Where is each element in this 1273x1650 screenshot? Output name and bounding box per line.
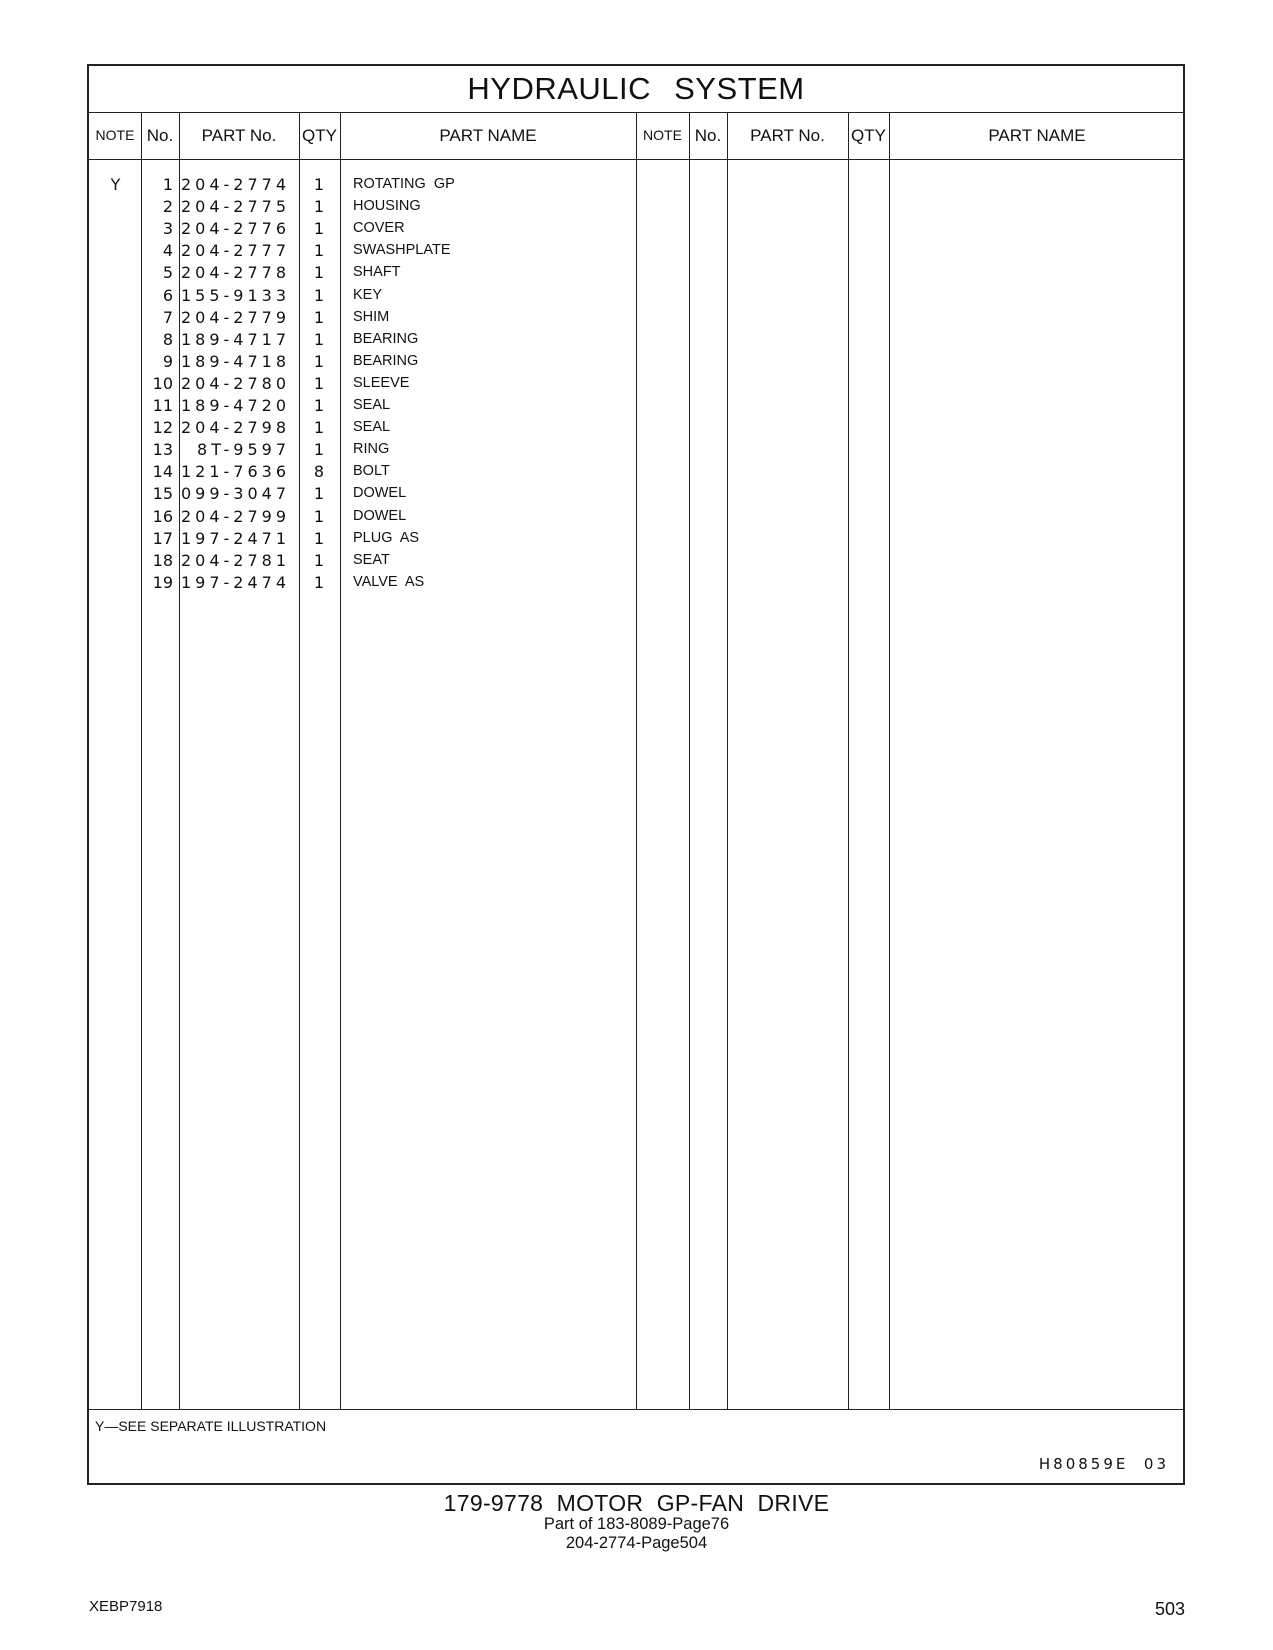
table-row bbox=[89, 306, 1183, 329]
table-row bbox=[89, 173, 1183, 196]
row-note bbox=[89, 350, 142, 373]
table-row bbox=[89, 394, 1183, 417]
row-part-name: DOWEL bbox=[353, 485, 407, 502]
row-number: 12 bbox=[152, 418, 173, 438]
row-note bbox=[89, 328, 142, 351]
row-qty: 1 bbox=[313, 175, 324, 194]
table-row bbox=[89, 438, 1183, 461]
caption-page-ref: 204-2774-Page504 bbox=[565, 1534, 708, 1552]
header-no-right: No. bbox=[694, 126, 722, 145]
table-row bbox=[89, 217, 1183, 240]
table-row bbox=[89, 505, 1183, 528]
row-part-name: BEARING bbox=[353, 352, 419, 369]
row-qty: 1 bbox=[313, 307, 324, 327]
row-qty: 1 bbox=[313, 396, 324, 415]
row-part-no: 204-2777 bbox=[180, 241, 290, 261]
header-part-no: PART No. bbox=[201, 126, 277, 145]
row-part-no: 204-2774 bbox=[180, 175, 290, 194]
row-number: 9 bbox=[162, 351, 173, 371]
row-number: 3 bbox=[162, 219, 173, 239]
row-number: 19 bbox=[152, 572, 173, 592]
page-caption bbox=[0, 1491, 1273, 1553]
table-row bbox=[89, 549, 1183, 572]
row-part-name: HOUSING bbox=[353, 198, 421, 215]
row-part-no: 204-2799 bbox=[180, 506, 290, 526]
row-number: 6 bbox=[162, 285, 173, 305]
row-qty: 1 bbox=[313, 329, 324, 349]
row-number: 17 bbox=[152, 528, 173, 548]
row-qty: 1 bbox=[313, 219, 324, 239]
row-note bbox=[89, 438, 142, 461]
row-note bbox=[89, 306, 142, 329]
row-qty: 1 bbox=[313, 528, 324, 548]
row-qty: 8 bbox=[313, 462, 324, 482]
row-part-name: ROTATING GP bbox=[353, 176, 455, 192]
row-number: 15 bbox=[152, 484, 173, 504]
reference-code: H80859E 03 bbox=[1038, 1455, 1169, 1473]
row-part-name: SLEEVE bbox=[353, 374, 410, 391]
row-note bbox=[89, 284, 142, 307]
table-row bbox=[89, 571, 1183, 594]
header-part-no-right: PART No. bbox=[750, 126, 825, 145]
row-number: 14 bbox=[152, 462, 173, 482]
row-number: 11 bbox=[152, 396, 173, 415]
page-number: 503 bbox=[1155, 1599, 1186, 1619]
row-qty: 1 bbox=[313, 572, 324, 592]
row-note bbox=[89, 195, 142, 218]
row-part-no: 204-2778 bbox=[180, 263, 290, 283]
row-part-no: 204-2780 bbox=[180, 373, 290, 393]
row-note bbox=[89, 416, 142, 439]
row-part-name: SEAL bbox=[353, 397, 391, 413]
row-number: 7 bbox=[162, 307, 173, 327]
parts-list-sheet bbox=[87, 64, 1185, 1485]
row-part-no: 189-4718 bbox=[180, 351, 290, 371]
row-number: 1 bbox=[162, 175, 173, 194]
row-note bbox=[89, 571, 142, 594]
row-part-no: 121-7636 bbox=[180, 462, 290, 482]
header-part-name-right: PART NAME bbox=[988, 126, 1086, 145]
header-qty-right: QTY bbox=[851, 126, 886, 145]
row-qty: 1 bbox=[313, 550, 324, 570]
caption-assembly: 179-9778 MOTOR GP-FAN DRIVE bbox=[443, 1490, 830, 1516]
row-part-name: RING bbox=[353, 441, 390, 458]
row-note bbox=[89, 217, 142, 240]
row-part-name: COVER bbox=[353, 220, 405, 237]
row-part-name: SEAT bbox=[353, 551, 390, 568]
row-part-no: 189-4720 bbox=[180, 396, 290, 415]
row-note bbox=[89, 261, 142, 284]
row-part-no: 155-9133 bbox=[180, 285, 290, 305]
header-note-right: NOTE bbox=[643, 127, 682, 143]
row-part-no: 204-2781 bbox=[180, 550, 290, 570]
header-qty: QTY bbox=[302, 126, 337, 145]
row-note bbox=[89, 372, 142, 395]
table-row bbox=[89, 195, 1183, 218]
row-part-name: BOLT bbox=[353, 463, 390, 480]
row-note: Y bbox=[110, 175, 121, 194]
row-qty: 1 bbox=[313, 263, 324, 283]
document-code: XEBP7918 bbox=[89, 1598, 163, 1615]
row-qty: 1 bbox=[313, 241, 324, 261]
row-part-no: 204-2779 bbox=[180, 307, 290, 327]
row-note bbox=[89, 505, 142, 528]
row-part-name: VALVE AS bbox=[353, 573, 425, 590]
row-qty: 1 bbox=[313, 440, 324, 460]
row-number: 16 bbox=[152, 506, 173, 526]
row-number: 10 bbox=[152, 373, 173, 393]
row-note bbox=[89, 394, 142, 417]
table-row bbox=[89, 460, 1183, 483]
row-number: 4 bbox=[162, 241, 173, 261]
table-row bbox=[89, 261, 1183, 284]
row-note bbox=[89, 239, 142, 262]
row-part-name: SHIM bbox=[353, 308, 390, 325]
table-row bbox=[89, 350, 1183, 373]
row-part-name: DOWEL bbox=[353, 507, 407, 524]
row-part-no: 197-2474 bbox=[180, 572, 290, 592]
row-number: 2 bbox=[162, 197, 173, 217]
table-row bbox=[89, 527, 1183, 550]
row-note bbox=[89, 549, 142, 572]
table-row bbox=[89, 284, 1183, 307]
row-qty: 1 bbox=[313, 373, 324, 393]
row-part-no: 204-2775 bbox=[180, 197, 290, 217]
row-note bbox=[89, 527, 142, 550]
header-part-name: PART NAME bbox=[439, 126, 537, 145]
row-number: 5 bbox=[162, 263, 173, 283]
row-qty: 1 bbox=[313, 484, 324, 504]
footnote: Y—SEE SEPARATE ILLUSTRATION bbox=[95, 1418, 327, 1434]
header-note: NOTE bbox=[95, 127, 135, 143]
table-row bbox=[89, 482, 1183, 505]
row-qty: 1 bbox=[313, 197, 324, 217]
caption-part-of: Part of 183-8089-Page76 bbox=[543, 1515, 730, 1533]
row-number: 8 bbox=[162, 329, 173, 349]
row-note bbox=[89, 482, 142, 505]
row-part-no: 197-2471 bbox=[180, 528, 290, 548]
row-part-no: 189-4717 bbox=[180, 329, 290, 349]
row-note bbox=[89, 460, 142, 483]
row-part-name: BEARING bbox=[353, 330, 419, 347]
row-part-no: 8T-9597 bbox=[197, 440, 290, 460]
row-part-name: PLUG AS bbox=[353, 529, 420, 546]
row-part-name: SEAL bbox=[353, 419, 391, 436]
row-qty: 1 bbox=[313, 506, 324, 526]
section-title-text: HYDRAULIC SYSTEM bbox=[467, 71, 805, 106]
table-row bbox=[89, 239, 1183, 262]
row-part-name: KEY bbox=[353, 286, 383, 303]
table-row bbox=[89, 416, 1183, 439]
row-part-no: 204-2776 bbox=[180, 219, 290, 239]
row-qty: 1 bbox=[313, 285, 324, 305]
section-title bbox=[89, 66, 1183, 113]
row-part-name: SWASHPLATE bbox=[353, 242, 451, 259]
table-row bbox=[89, 372, 1183, 395]
table-row bbox=[89, 328, 1183, 351]
table-bottom-rule bbox=[89, 1409, 1183, 1410]
row-qty: 1 bbox=[313, 351, 324, 371]
row-part-name: SHAFT bbox=[353, 264, 401, 281]
row-number: 18 bbox=[152, 550, 173, 570]
row-part-no: 099-3047 bbox=[180, 484, 290, 504]
header-no: No. bbox=[146, 126, 174, 145]
row-part-no: 204-2798 bbox=[180, 418, 290, 438]
row-qty: 1 bbox=[313, 418, 324, 438]
row-number: 13 bbox=[152, 440, 173, 460]
